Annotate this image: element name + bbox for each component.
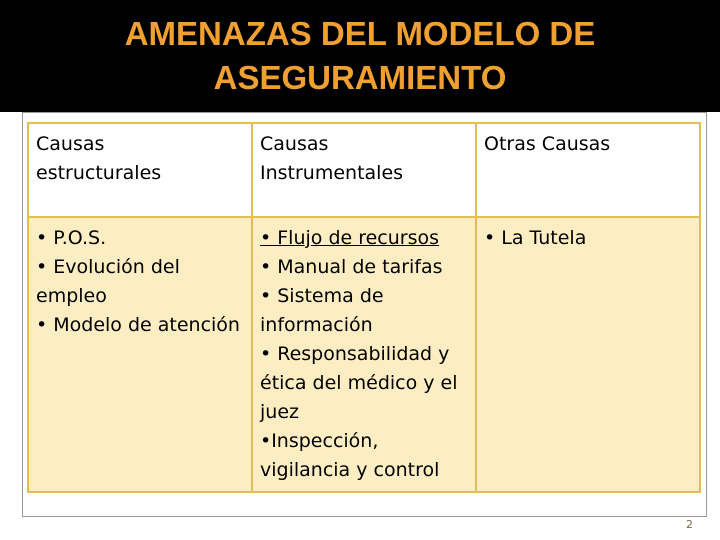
list-item: • La Tutela [484,227,587,249]
slide-title [60,12,660,100]
list-item: • Sistema de [260,285,384,307]
header-text: Causas [260,133,329,155]
header-cell-instrumental [252,123,476,217]
header-text: estructurales [36,162,162,184]
list-item: vigilancia y control [260,459,440,481]
table-header-row [28,123,700,217]
list-item: empleo [36,285,107,307]
header-text: Causas [36,133,105,155]
list-item: información [260,314,373,336]
slide-title-line-1: AMENAZAS DEL MODELO DE [124,15,596,52]
table-body-row [28,217,700,492]
body-cell-instrumental [252,217,476,492]
header-cell-other [476,123,700,217]
page-number: 2 [686,518,693,531]
list-item: ética del médico y el [260,372,458,394]
body-cell-structural [28,217,252,492]
list-item: •Inspección, [260,430,379,452]
list-item: • Modelo de atención [36,314,240,336]
list-item: • Manual de tarifas [260,256,443,278]
title-bar [0,0,720,112]
header-cell-structural [28,123,252,217]
list-item: • Evolución del [36,256,180,278]
header-text: Otras Causas [484,133,611,155]
causes-table [27,122,701,493]
list-item: • P.O.S. [36,227,107,249]
list-item-flujo: • Flujo de recursos [260,227,440,249]
list-item: juez [260,401,299,423]
slide-title-line-2: ASEGURAMIENTO [213,59,507,96]
header-text: Instrumentales [260,162,404,184]
list-item: • Responsabilidad y [260,343,450,365]
body-cell-other [476,217,700,492]
